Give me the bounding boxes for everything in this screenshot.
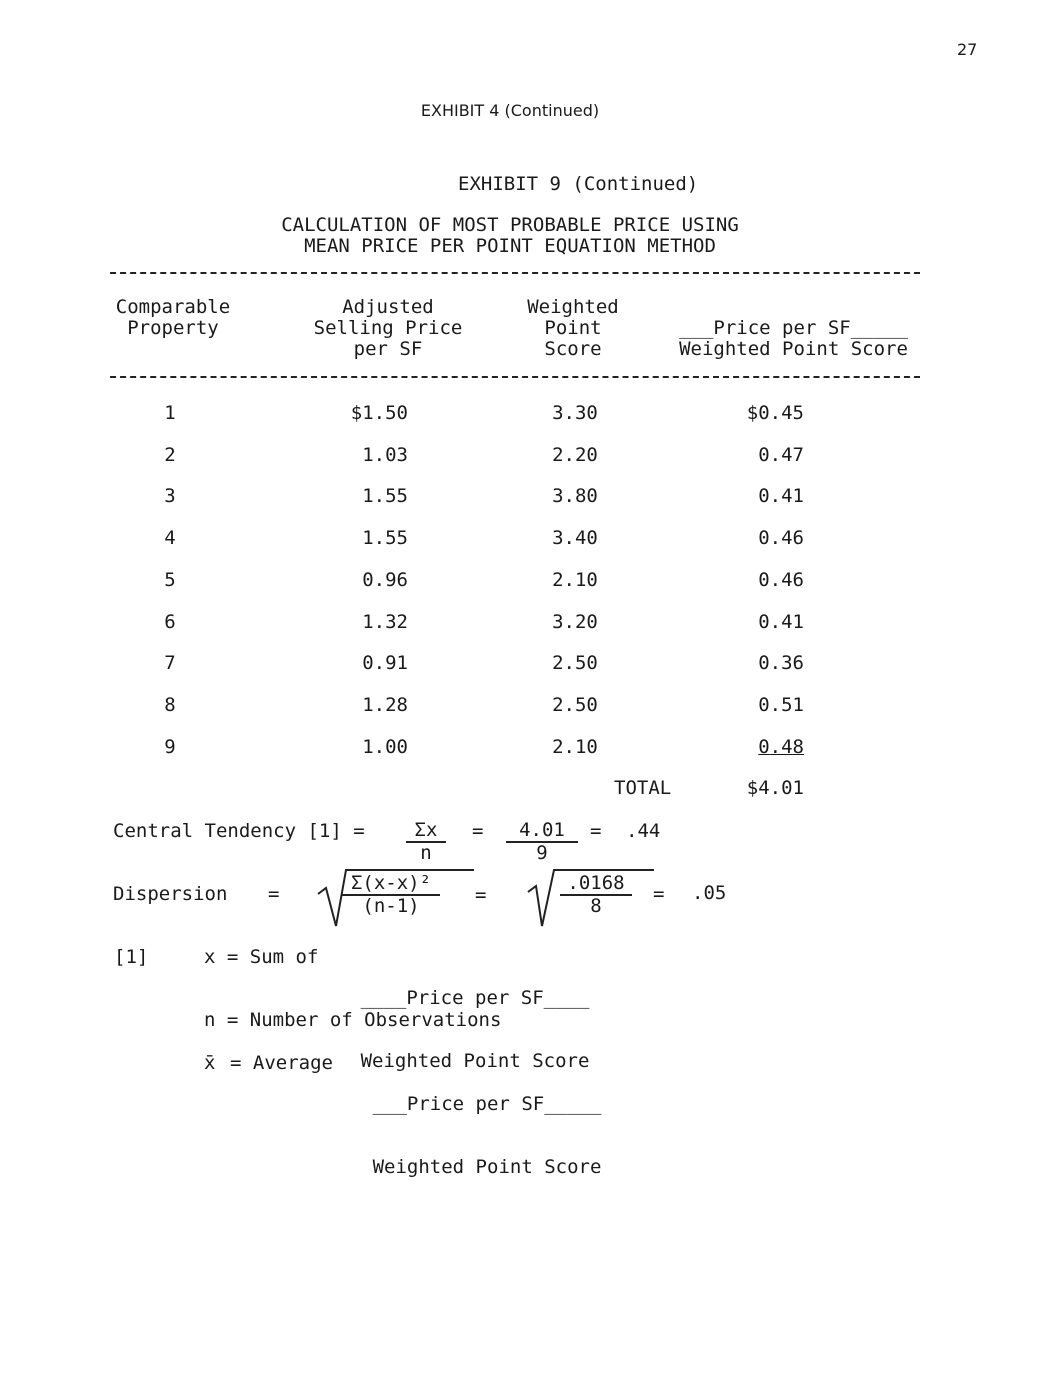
central-equals-1: = <box>472 820 484 842</box>
col-header-property: Comparable Property <box>115 296 231 339</box>
cell-price: 1.32 <box>362 611 408 633</box>
footnote-marker: [1] <box>114 946 149 968</box>
total-label: TOTAL <box>614 777 672 799</box>
cell-ratio: 0.51 <box>758 694 804 716</box>
header-divider <box>110 376 920 378</box>
dispersion-label: Dispersion <box>113 883 228 905</box>
table-row <box>0 444 1062 468</box>
cell-property: 9 <box>164 736 176 758</box>
cell-score: 3.30 <box>552 402 598 424</box>
cell-price: 1.28 <box>362 694 408 716</box>
table-title-line2: MEAN PRICE PER POINT EQUATION METHOD <box>304 235 716 257</box>
cell-price: 0.96 <box>362 569 408 591</box>
cell-property: 7 <box>164 652 176 674</box>
table-row <box>0 736 1062 760</box>
cell-ratio: 0.36 <box>758 652 804 674</box>
cell-score: 2.50 <box>552 694 598 716</box>
table-row <box>0 569 1062 593</box>
cell-score: 2.20 <box>552 444 598 466</box>
table-row <box>0 611 1062 635</box>
cell-score: 3.20 <box>552 611 598 633</box>
dispersion-fraction-numeric: $\frac{.0168}{8}$ <box>560 873 632 917</box>
central-fraction-symbolic: $\frac{\Sigma x}{n}$ <box>406 820 446 864</box>
central-result: .44 <box>626 820 661 842</box>
col-header-price: Adjusted Selling Price per SF <box>313 296 463 360</box>
table-title-line1: CALCULATION OF MOST PROBABLE PRICE USING <box>281 214 739 236</box>
dispersion-equals-2: = <box>653 883 665 905</box>
footnote-x-definition: x = Sum of <box>204 946 319 968</box>
cell-price: 1.03 <box>362 444 408 466</box>
cell-property: 1 <box>164 402 176 424</box>
table-row <box>0 527 1062 551</box>
footnote-xbar-definition: = Average <box>230 1052 333 1074</box>
exhibit-heading: EXHIBIT 4 (Continued) <box>420 101 600 120</box>
cell-ratio: 0.41 <box>758 485 804 507</box>
cell-ratio: $0.45 <box>746 402 804 424</box>
cell-price: 0.91 <box>362 652 408 674</box>
col-header-ratio: ___Price per SF_____ Weighted Point Score <box>679 317 908 360</box>
central-equals-2: = <box>590 820 602 842</box>
top-divider <box>110 272 920 274</box>
cell-score: 2.10 <box>552 736 598 758</box>
cell-property: 2 <box>164 444 176 466</box>
exhibit-subheading: EXHIBIT 9 (Continued) <box>458 173 699 195</box>
cell-property: 4 <box>164 527 176 549</box>
footnote-xbar-symbol: x̄ <box>204 1052 216 1074</box>
cell-ratio: 0.46 <box>758 527 804 549</box>
footnote-xbar-ratio: ___Price per SF_____ Weighted Point Score <box>372 1093 602 1178</box>
cell-property: 6 <box>164 611 176 633</box>
cell-ratio: 0.48 <box>758 736 804 758</box>
table-row <box>0 694 1062 718</box>
cell-property: 8 <box>164 694 176 716</box>
dispersion-result: .05 <box>692 882 727 904</box>
total-value: $4.01 <box>746 777 804 799</box>
cell-score: 2.50 <box>552 652 598 674</box>
footnote-n-definition: n = Number of Observations <box>204 1009 502 1031</box>
table-row <box>0 402 1062 426</box>
cell-price: 1.55 <box>362 485 408 507</box>
cell-ratio: 0.47 <box>758 444 804 466</box>
cell-ratio: 0.46 <box>758 569 804 591</box>
central-tendency-label: Central Tendency [1] = <box>113 820 365 842</box>
dispersion-fraction-symbolic: $\frac{\text{Σ(x-x)²}}{(n-1)}$ <box>342 873 440 917</box>
page-number: 27 <box>957 40 978 59</box>
cell-score: 2.10 <box>552 569 598 591</box>
cell-price: 1.55 <box>362 527 408 549</box>
table-row <box>0 485 1062 509</box>
dispersion-equals-1: = <box>475 884 487 906</box>
table-row <box>0 652 1062 676</box>
cell-score: 3.40 <box>552 527 598 549</box>
cell-price: 1.00 <box>362 736 408 758</box>
cell-property: 3 <box>164 485 176 507</box>
dispersion-equals-0: = <box>268 883 280 905</box>
cell-ratio: 0.41 <box>758 611 804 633</box>
central-fraction-numeric: $\frac{4.01}{9}$ <box>506 820 578 864</box>
col-header-score: Weighted Point Score <box>527 296 619 360</box>
footnote-x-ratio: ____Price per SF____ Weighted Point Score <box>360 987 590 1072</box>
cell-property: 5 <box>164 569 176 591</box>
cell-score: 3.80 <box>552 485 598 507</box>
cell-price: $1.50 <box>350 402 408 424</box>
